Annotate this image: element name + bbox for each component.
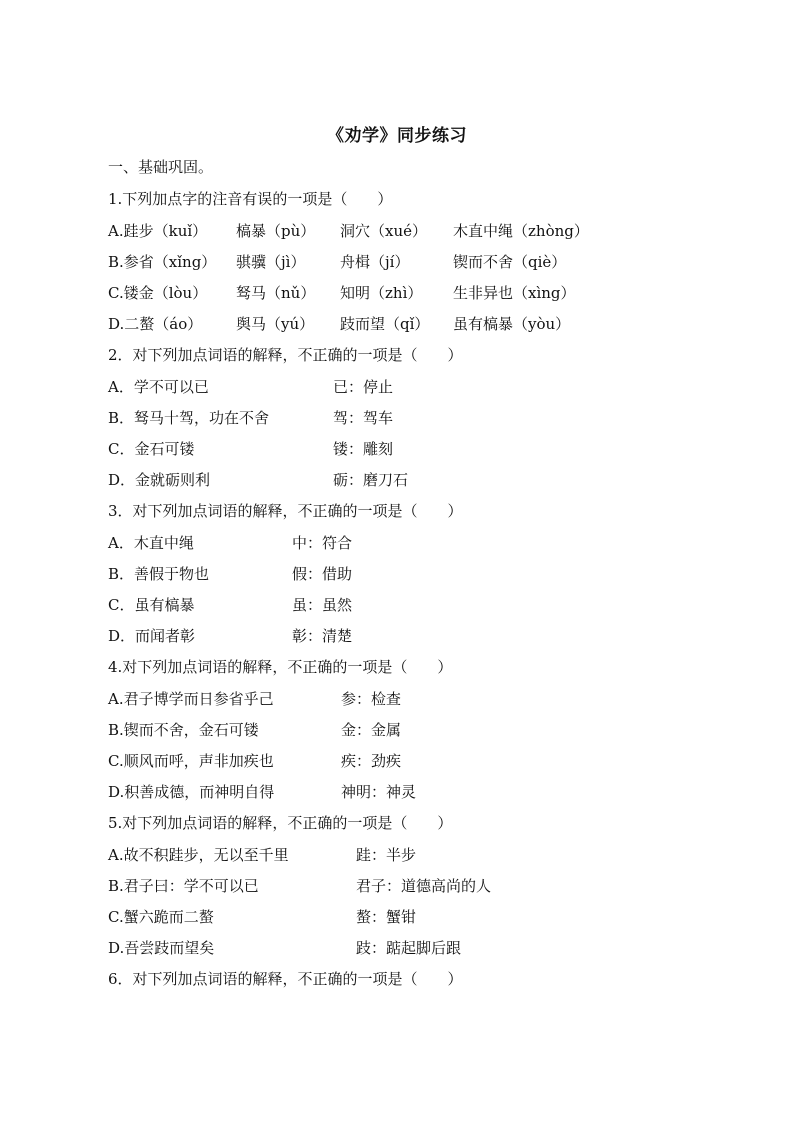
q1-option-c-item4: 生非异也（xìng） [453, 284, 576, 302]
q3-option-c-gloss: 虽：虽然 [292, 596, 353, 614]
q5-option-a-gloss: 跬：半步 [356, 846, 417, 864]
question-5-stem: 5.对下列加点词语的解释，不正确的一项是（ ） [108, 814, 453, 832]
q2-option-c-phrase: C．金石可镂 [108, 440, 195, 458]
q5-option-c-phrase: C.蟹六跪而二螯 [108, 908, 214, 926]
q1-option-b-item3: 舟楫（jí） [340, 253, 410, 271]
q1-option-c-item3: 知明（zhì） [340, 284, 423, 302]
q5-option-a-phrase: A.故不积跬步，无以至千里 [108, 846, 289, 864]
q4-option-a-gloss: 参：检查 [341, 690, 402, 708]
q3-option-d-phrase: D．而闻者彰 [108, 627, 196, 645]
q4-option-d-gloss: 神明：神灵 [341, 783, 417, 801]
q1-option-a-item4: 木直中绳（zhòng） [453, 222, 589, 240]
q3-option-a-phrase: A．木直中绳 [108, 534, 194, 552]
q3-option-d-gloss: 彰：清楚 [292, 627, 353, 645]
q3-option-c-phrase: C．虽有槁暴 [108, 596, 195, 614]
question-2-stem: 2．对下列加点词语的解释，不正确的一项是（ ） [108, 346, 463, 364]
q5-option-d-gloss: 跂：踮起脚后跟 [356, 939, 462, 957]
q1-option-b-item1: B.参省（xǐng） [108, 253, 217, 271]
q1-option-d-item2: 舆马（yú） [236, 315, 315, 333]
q4-option-a-phrase: A.君子博学而日参省乎己 [108, 690, 274, 708]
q1-option-c-item2: 驽马（nǔ） [236, 284, 316, 302]
question-6-stem: 6．对下列加点词语的解释，不正确的一项是（ ） [108, 970, 463, 988]
q4-option-c-gloss: 疾：劲疾 [341, 752, 402, 770]
q1-option-c-item1: C.镂金（lòu） [108, 284, 208, 302]
q3-option-b-gloss: 假：借助 [292, 565, 353, 583]
q4-option-b-gloss: 金：金属 [341, 721, 402, 739]
section-heading: 一、基础巩固。 [108, 158, 214, 176]
q1-option-a-item1: A.跬步（kuǐ） [108, 222, 208, 240]
question-4-stem: 4.对下列加点词语的解释，不正确的一项是（ ） [108, 658, 453, 676]
question-3-stem: 3．对下列加点词语的解释，不正确的一项是（ ） [108, 502, 463, 520]
question-1-stem: 1.下列加点字的注音有误的一项是（ ） [108, 190, 393, 208]
q2-option-b-phrase: B．驽马十驾，功在不舍 [108, 409, 270, 427]
q5-option-b-gloss: 君子：道德高尚的人 [356, 877, 492, 895]
q2-option-d-phrase: D．金就砺则利 [108, 471, 211, 489]
q3-option-a-gloss: 中：符合 [292, 534, 353, 552]
q3-option-b-phrase: B．善假于物也 [108, 565, 210, 583]
q4-option-c-phrase: C.顺风而呼，声非加疾也 [108, 752, 274, 770]
page-title: 《劝学》同步练习 [327, 126, 467, 146]
q5-option-d-phrase: D.吾尝跂而望矣 [108, 939, 215, 957]
q1-option-a-item2: 槁暴（pù） [236, 222, 316, 240]
q2-option-a-gloss: 已：停止 [333, 378, 394, 396]
q2-option-a-phrase: A．学不可以已 [108, 378, 209, 396]
q1-option-b-item2: 骐骥（jì） [236, 253, 306, 271]
q4-option-d-phrase: D.积善成德，而神明自得 [108, 783, 275, 801]
q1-option-d-item3: 跂而望（qǐ） [340, 315, 430, 333]
q5-option-c-gloss: 螯：蟹钳 [356, 908, 417, 926]
q2-option-d-gloss: 砺：磨刀石 [333, 471, 409, 489]
q2-option-c-gloss: 镂：雕刻 [333, 440, 394, 458]
q2-option-b-gloss: 驾：驾车 [333, 409, 394, 427]
q1-option-a-item3: 洞穴（xué） [340, 222, 427, 240]
q4-option-b-phrase: B.锲而不舍，金石可镂 [108, 721, 259, 739]
q5-option-b-phrase: B.君子曰：学不可以已 [108, 877, 259, 895]
q1-option-d-item4: 虽有槁暴（yòu） [453, 315, 571, 333]
q1-option-b-item4: 锲而不舍（qiè） [453, 253, 567, 271]
q1-option-d-item1: D.二螯（áo） [108, 315, 203, 333]
